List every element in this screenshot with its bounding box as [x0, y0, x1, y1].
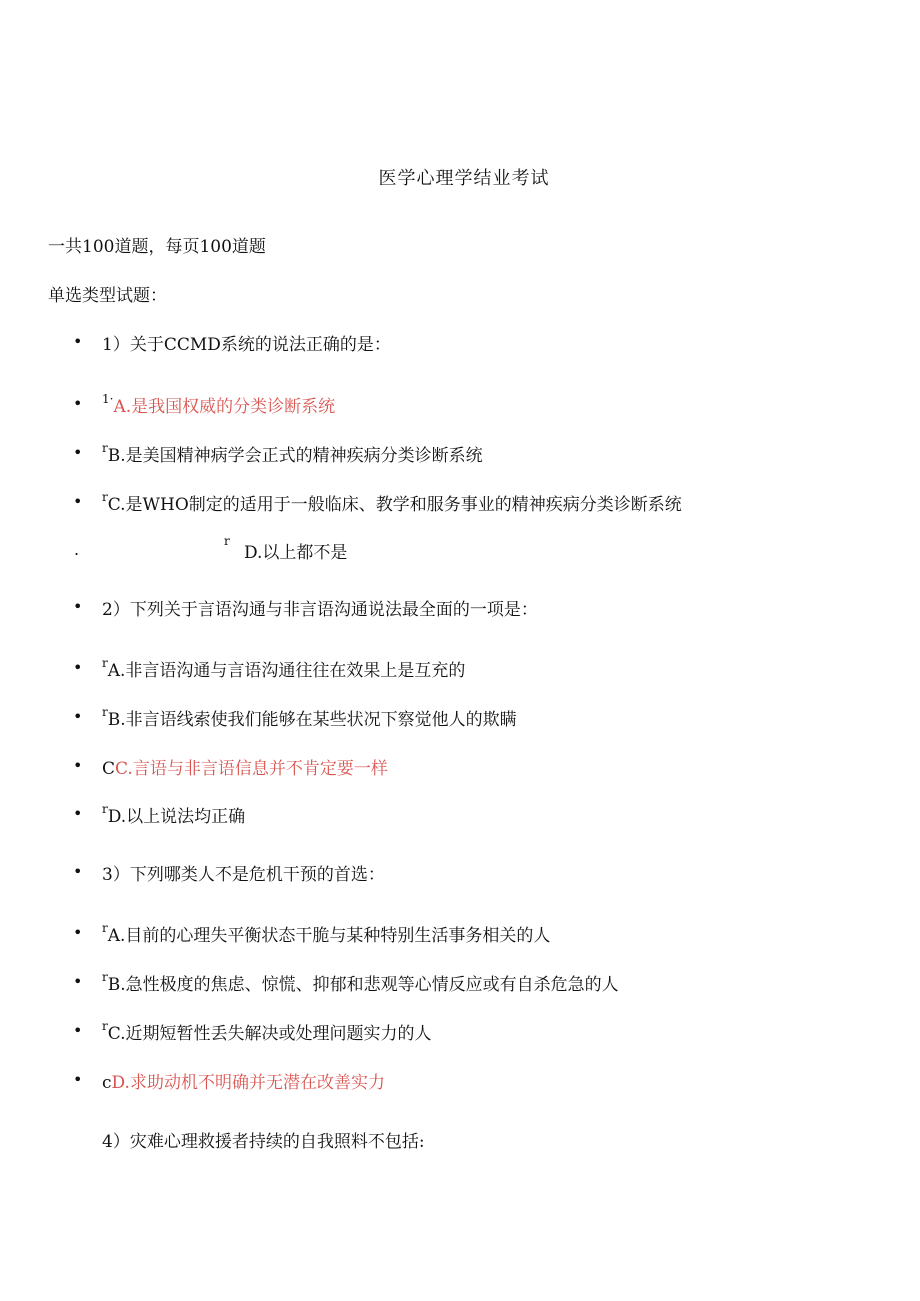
bullet-icon: •: [73, 1021, 83, 1040]
section-heading: 单选类型试题：: [48, 286, 167, 306]
option-text: B.是美国精神病学会正式的精神疾病分类诊断系统: [107, 446, 483, 466]
bullet-icon: •: [73, 597, 83, 616]
option-text: B.非言语线索使我们能够在某些状况下察觉他人的欺瞒: [107, 710, 517, 730]
option-item[interactable]: [0, 754, 900, 780]
option-marker: r: [102, 921, 108, 935]
option-text: B.急性极度的焦虑、惊慌、抑郁和悲观等心情反应或有自杀危急的人: [107, 975, 619, 995]
bullet-icon: •: [73, 862, 83, 881]
option-item[interactable]: [0, 1019, 900, 1045]
question-stem: 4）灾难心理救援者持续的自我照料不包括:: [102, 1132, 425, 1152]
option-text: D.以上都不是: [244, 543, 348, 563]
option-item[interactable]: [0, 802, 900, 828]
bullet-icon: •: [73, 756, 83, 775]
option-text-correct: A.是我国权威的分类诊断系统: [113, 397, 336, 417]
option-item[interactable]: [0, 1068, 900, 1094]
bullet-icon: •: [73, 1070, 83, 1089]
option-text: D.以上说法均正确: [107, 807, 246, 827]
option-item[interactable]: [0, 534, 900, 564]
bullet-icon: •: [73, 972, 83, 991]
question-count: 一共100道题，每页100道题: [48, 237, 266, 257]
option-marker: r: [102, 802, 108, 816]
option-item[interactable]: [0, 392, 900, 418]
option-item[interactable]: [0, 705, 900, 731]
option-text-correct: D.求助动机不明确并无潜在改善实力: [111, 1073, 385, 1093]
page-title: 医学心理学结业考试: [378, 168, 550, 189]
option-marker: r: [102, 441, 108, 455]
bullet-icon: •: [73, 658, 83, 677]
option-item[interactable]: [0, 490, 900, 516]
option-marker: C: [102, 759, 116, 779]
option-text: C.近期短暂性丢失解决或处理问题实力的人: [107, 1024, 432, 1044]
bullet-icon: •: [73, 443, 83, 462]
option-item[interactable]: [0, 441, 900, 467]
option-marker: r: [224, 534, 230, 548]
question-stem: • 3）下列哪类人不是危机干预的首选：: [73, 862, 385, 885]
bullet-icon: •: [73, 394, 83, 413]
bullet-icon: •: [73, 332, 83, 351]
option-marker: 1·: [102, 392, 114, 406]
option-marker: r: [102, 656, 108, 670]
option-text: A.目前的心理失平衡状态干脆与某种特别生活事务相关的人: [107, 926, 551, 946]
option-marker: c: [102, 1073, 112, 1093]
option-item[interactable]: [0, 656, 900, 682]
question-stem: • 2）下列关于言语沟通与非言语沟通说法最全面的一项是：: [73, 597, 538, 620]
bullet-icon: •: [73, 492, 83, 511]
option-marker: r: [102, 705, 108, 719]
bullet-icon: •: [73, 707, 83, 726]
option-marker: r: [102, 490, 108, 504]
option-text: C.是WHO制定的适用于一般临床、教学和服务事业的精神疾病分类诊断系统: [107, 495, 682, 515]
option-marker: r: [102, 1019, 108, 1033]
bullet-icon: •: [73, 804, 83, 823]
option-item[interactable]: [0, 921, 900, 947]
option-lead: .: [74, 540, 80, 559]
option-text: A.非言语沟通与言语沟通往往在效果上是互充的: [107, 661, 466, 681]
option-item[interactable]: [0, 970, 900, 996]
option-marker: r: [102, 970, 108, 984]
option-text-correct: C.言语与非言语信息并不肯定要一样: [115, 759, 388, 779]
bullet-icon: •: [73, 923, 83, 942]
question-stem: • 1）关于CCMD系统的说法正确的是：: [73, 332, 391, 355]
